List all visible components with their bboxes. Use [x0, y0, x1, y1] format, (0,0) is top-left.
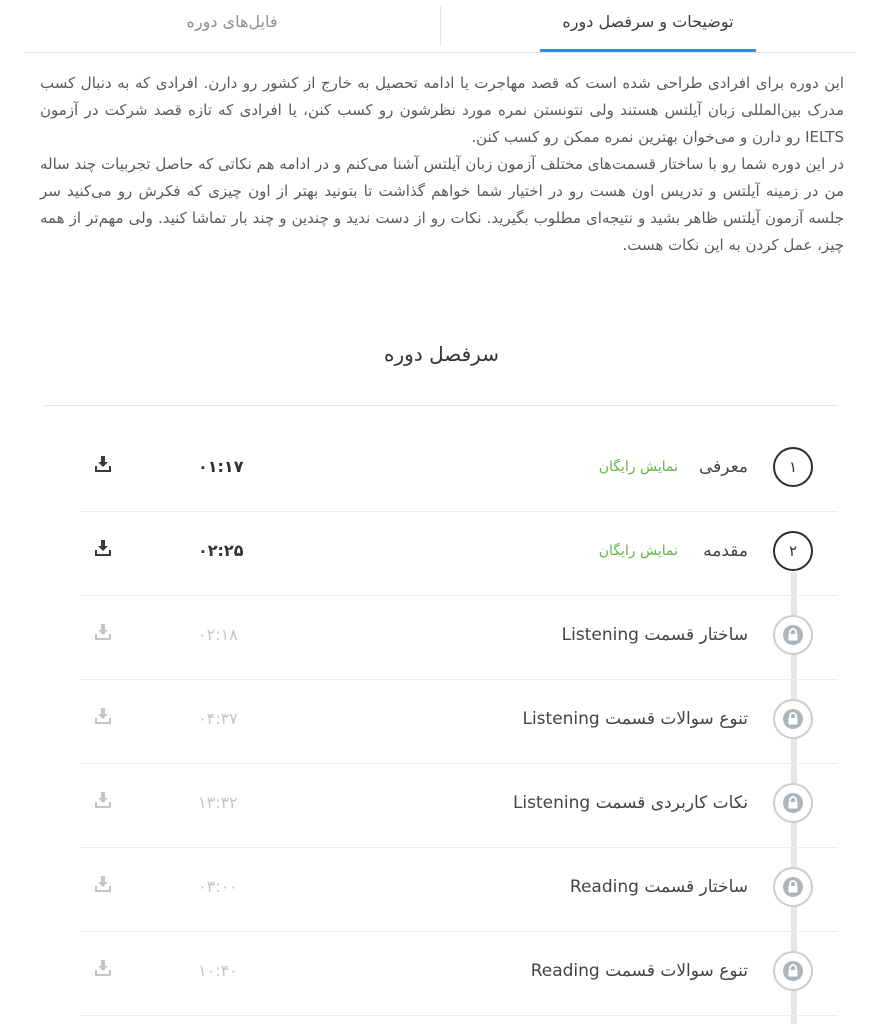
lesson-row[interactable] [80, 931, 838, 1016]
lock-icon [773, 867, 813, 907]
lesson-title[interactable]: معرفی [699, 457, 748, 477]
download-icon [92, 705, 114, 727]
free-preview-link[interactable]: نمایش رایگان [598, 543, 678, 559]
course-description [40, 70, 844, 259]
lesson-title[interactable]: مقدمه [703, 541, 748, 561]
download-icon [92, 621, 114, 643]
description-paragraph-1: این دوره برای افرادی طراحی شده است که قصد مهاجرت یا ادامه تحصیل به خارج از کشور رو دارن. افرادی که به دنبال کسب مدرک بین‌المللی زبان آیلتس هستند ولی نتونستن نمره مورد نظرشون رو کسب کنن، یا افرادی که تازه قصد شرکت در آزمون IELTS رو دارن و می‌خوان بهترین نمره ممکن رو کسب کنن. [40, 74, 844, 146]
download-icon[interactable] [92, 453, 114, 475]
lesson-title[interactable]: نکات کاربردی قسمت Listening [512, 793, 748, 813]
lock-icon [773, 783, 813, 823]
lesson-row[interactable] [80, 847, 838, 932]
download-icon [92, 873, 114, 895]
download-icon [92, 789, 114, 811]
lesson-duration: ۰۳:۰۰ [198, 877, 238, 896]
lesson-duration: ۰۲:۱۸ [198, 625, 238, 644]
lesson-number: ۱ [773, 447, 813, 487]
lesson-row[interactable] [80, 511, 838, 596]
divider [44, 405, 838, 406]
lesson-row[interactable] [80, 595, 838, 680]
free-preview-link[interactable]: نمایش رایگان [598, 459, 678, 475]
syllabus-heading: سرفصل دوره [384, 342, 499, 366]
tab-description-syllabus[interactable]: توضیحات و سرفصل دوره [540, 0, 756, 52]
lesson-title[interactable]: ساختار قسمت Listening [561, 625, 748, 645]
lesson-duration: ۰۴:۳۷ [198, 709, 238, 728]
description-paragraph-2: در این دوره شما رو با ساختار قسمت‌های مختلف آزمون زبان آیلتس آشنا می‌کنم و در ادامه هم نکاتی که حاصل تجربیات چند ساله من در زمینه آیلتس و تدریس اون هست رو در اختیار شما خواهم گذاشت تا بتونید بهتر از اون چیزی که فکرش رو می‌کنید سر جلسه آزمون آیلتس ظاهر بشید و نتیجه‌ای مطلوب بگیرید. نکات رو از دست ندید و چندین و چند بار تماشا کنید. ولی مهم‌تر از همه چیز، عمل کردن به این نکات هست. [40, 155, 844, 254]
lesson-row[interactable] [80, 763, 838, 848]
lesson-title[interactable]: تنوع سوالات قسمت Reading [530, 961, 748, 981]
lesson-row[interactable] [80, 679, 838, 764]
tab-course-files[interactable]: فایل‌های دوره [186, 12, 278, 31]
tab-divider [440, 6, 441, 46]
lock-icon [773, 951, 813, 991]
lesson-title[interactable]: تنوع سوالات قسمت Listening [522, 709, 748, 729]
lesson-title[interactable]: ساختار قسمت Reading [569, 877, 748, 897]
download-icon [92, 957, 114, 979]
lesson-duration: ۱۳:۳۲ [198, 793, 238, 812]
lock-icon [773, 615, 813, 655]
lesson-duration: ۰۲:۲۵ [198, 541, 244, 560]
lesson-duration: ۱۰:۴۰ [198, 961, 238, 980]
download-icon[interactable] [92, 537, 114, 559]
tabs-bar [24, 0, 856, 53]
lock-icon [773, 699, 813, 739]
lesson-number: ۲ [773, 531, 813, 571]
lesson-row[interactable] [80, 427, 838, 512]
lesson-duration: ۰۱:۱۷ [198, 457, 244, 476]
